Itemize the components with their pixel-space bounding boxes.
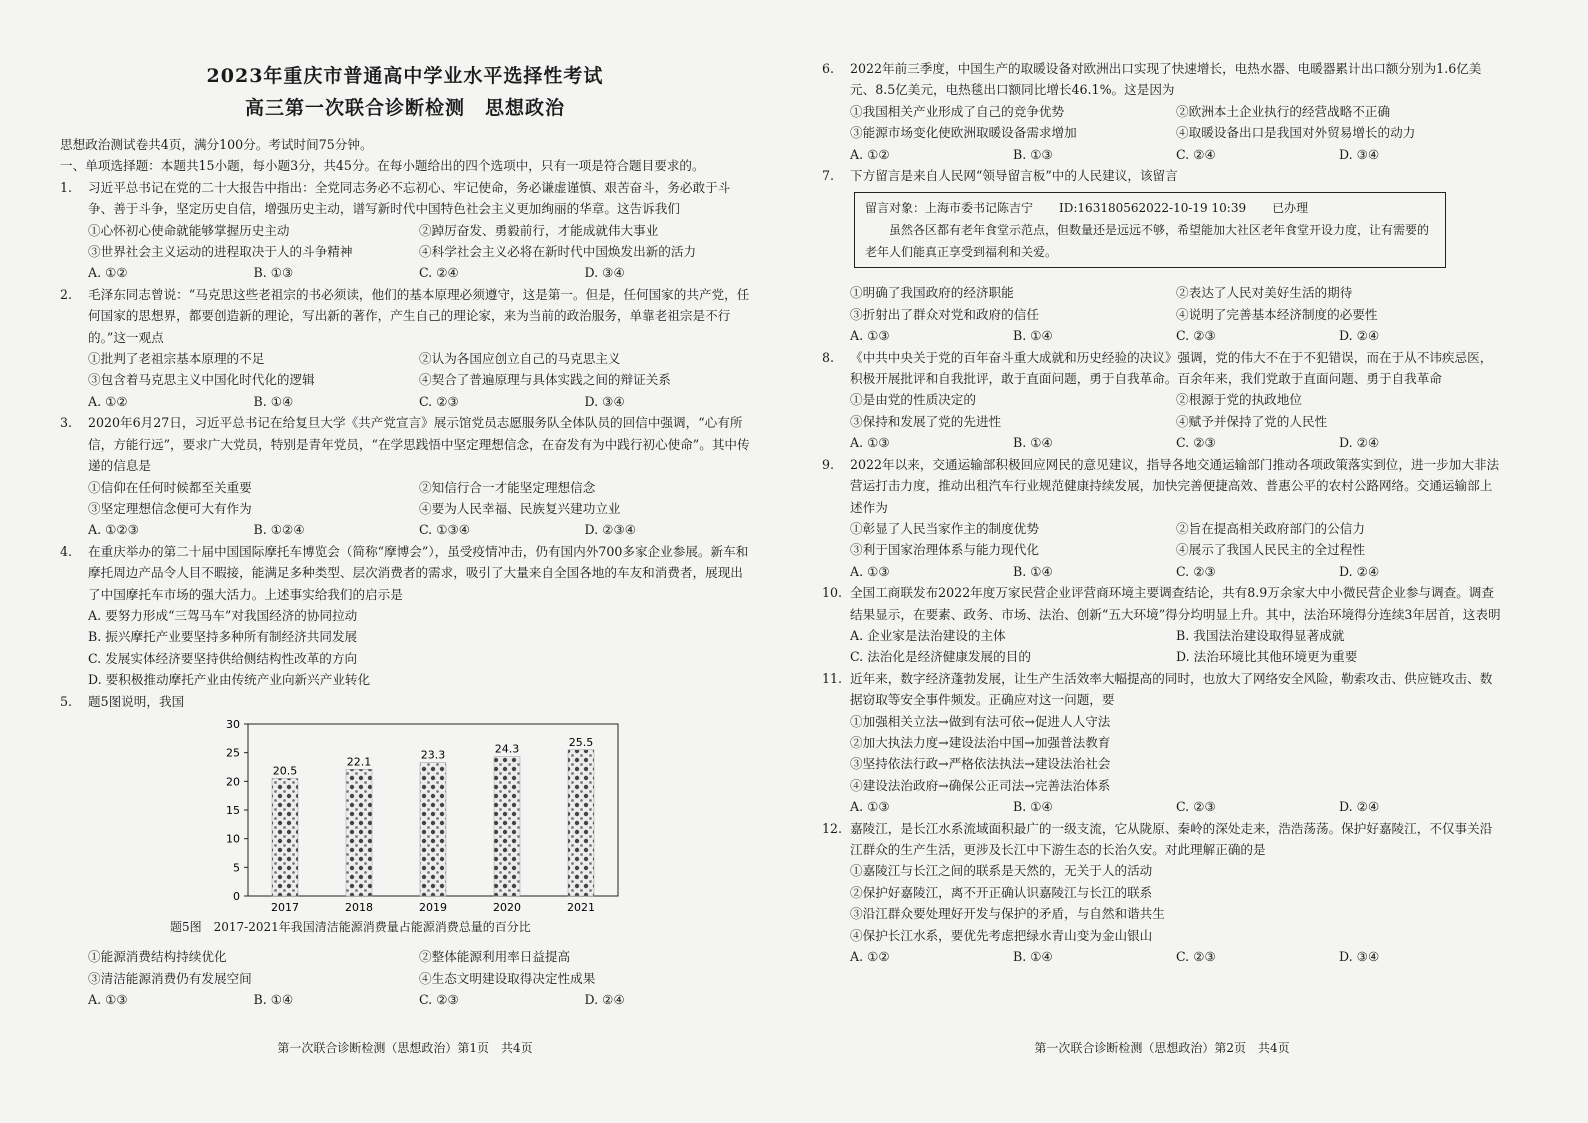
question-stem: 毛泽东同志曾说：“马克思这些老祖宗的书必须读，他们的基本原理必须遵守，这是第一。但是，任何国家的共产党，任何国家的思想界，都要创造新的理论，写出新的著作，产生自己的理论家，来为当前的政治服务，单靠老祖宗是不行的。”这一观点: [88, 286, 750, 345]
choice-a: A. ①③: [850, 328, 890, 344]
section-heading: 一、单项选择题：本题共15小题，每小题3分，共45分。在每小题给出的四个选项中，只有一项是符合题目要求的。: [60, 158, 705, 174]
bar-2018: [346, 769, 372, 896]
question-number: 7.: [822, 168, 835, 184]
statement-3: ③世界社会主义运动的进程取决于人的斗争精神: [88, 244, 353, 260]
data-label-2020: 24.3: [494, 742, 520, 756]
statement-4: ④取暖设备出口是我国对外贸易增长的动力: [1176, 125, 1416, 141]
x-tick-label: 2017: [271, 900, 299, 914]
choice-c: C. ②③: [1176, 435, 1216, 451]
question-7: [822, 165, 1502, 347]
choice-c: C. ②③: [1176, 799, 1216, 815]
statement-1: ①批判了老祖宗基本原理的不足: [88, 351, 265, 367]
question-9: [822, 454, 1502, 582]
statement-2: ②整体能源利用率日益提高: [419, 949, 571, 965]
statement-3: ③利于国家治理体系与能力现代化: [850, 542, 1039, 558]
choice-a: A. ①②: [850, 949, 890, 965]
choice-c: C. ②④: [419, 265, 459, 281]
question-5: [60, 691, 750, 1011]
x-tick-label: 2019: [419, 900, 447, 914]
statement-4: ④保护长江水系，要优先考虑把绿水青山变为金山银山: [850, 927, 1153, 943]
choice-a: A. ①③: [850, 435, 890, 451]
y-tick-label: 25: [226, 746, 240, 760]
question-number: 8.: [822, 349, 835, 365]
choice-c: C. ②④: [1176, 146, 1216, 162]
bar-2019: [420, 762, 446, 896]
statement-4: ④要为人民幸福、民族复兴建功立业: [419, 500, 621, 516]
choice-c: C. 发展实体经济要坚持供给侧结构性改革的方向: [88, 650, 358, 666]
question-number: 5.: [60, 693, 73, 709]
choice-b: B. ①④: [1013, 328, 1053, 344]
statement-3: ③沿江群众要处理好开发与保护的矛盾，与自然和谐共生: [850, 906, 1165, 922]
statement-1: ①彰显了人民当家作主的制度优势: [850, 520, 1039, 536]
choice-d: D. 法治环境比其他环境更为重要: [1176, 649, 1358, 665]
statement-2: ②踔厉奋发、勇毅前行，才能成就伟大事业: [419, 222, 659, 238]
choice-d: D. ③④: [1339, 949, 1380, 965]
y-tick-label: 10: [226, 832, 240, 846]
choice-d: D. ③④: [1339, 146, 1380, 162]
statement-2: ②根源于党的执政地位: [1176, 392, 1302, 408]
choice-c: C. ②③: [1176, 563, 1216, 579]
chart-caption: 题5图 2017-2021年我国清洁能源消费量占能源消费总量的百分比: [170, 919, 531, 934]
data-label-2018: 22.1: [346, 755, 372, 769]
choice-d: D. ②④: [1339, 328, 1380, 344]
question-number: 11.: [822, 670, 843, 686]
choice-c: C. ②③: [419, 992, 459, 1008]
choice-c: C. ②③: [1176, 328, 1216, 344]
statement-3: ③能源市场变化使欧洲取暖设备需求增加: [850, 125, 1077, 141]
y-tick-label: 15: [226, 803, 240, 817]
question-stem: 题5图说明，我国: [88, 693, 185, 709]
notice-status: 已办理: [1272, 201, 1309, 216]
exam-title: 2023年重庆市普通高中学业水平选择性考试: [206, 65, 604, 87]
data-label-2021: 25.5: [568, 735, 594, 749]
x-tick-label: 2020: [493, 900, 521, 914]
bar-chart: [88, 712, 750, 917]
statement-3: ③包含着马克思主义中国化时代化的逻辑: [88, 372, 315, 388]
statement-1: ①能源消费结构持续优化: [88, 949, 227, 965]
choice-b: B. 振兴摩托产业要坚持多种所有制经济共同发展: [88, 629, 358, 645]
statement-2: ②表达了人民对美好生活的期待: [1176, 285, 1353, 301]
question-stem: 2022年以来，交通运输部积极回应网民的意见建议，指导各地交通运输部门推动各项政策落实到位，进一步加大非法营运打击力度，推动出租汽车行业规范健康持续发展，加快完善便捷高效、普惠公平的农村公路网络。交通运输部上述作为: [850, 456, 1500, 515]
notice-recipient: 留言对象：上海市委书记陈吉宁: [865, 201, 1034, 216]
bar-chart-svg: [88, 712, 688, 917]
statement-3: ③保持和发展了党的先进性: [850, 413, 1002, 429]
question-6: [822, 58, 1502, 165]
statement-1: ①明确了我国政府的经济职能: [850, 285, 1014, 301]
question-number: 1.: [60, 179, 73, 195]
choice-c: C. ②③: [419, 393, 459, 409]
question-number: 3.: [60, 415, 73, 431]
statement-3: ③坚持依法行政→严格依法执法→建设法治社会: [850, 756, 1111, 772]
choice-a: A. ①②③: [88, 522, 139, 538]
question-number: 9.: [822, 456, 835, 472]
question-number: 12.: [822, 820, 843, 836]
y-tick-label: 0: [233, 889, 240, 903]
question-4: [60, 541, 750, 691]
statement-1: ①心怀初心使命就能够掌握历史主动: [88, 222, 290, 238]
exam-info: 思想政治测试卷共4页，满分100分。考试时间75分钟。: [60, 137, 373, 152]
statement-1: ①嘉陵江与长江之间的联系是天然的，无关于人的活动: [850, 863, 1153, 879]
bar-2021: [568, 750, 594, 896]
choice-a: A. ①③: [850, 563, 890, 579]
question-number: 6.: [822, 61, 835, 76]
statement-2: ②认为各国应创立自己的马克思主义: [419, 351, 621, 367]
choice-b: B. ①④: [1013, 949, 1053, 965]
statement-4: ④生态文明建设取得决定性成果: [419, 970, 596, 986]
question-8: [822, 347, 1502, 454]
choice-d: D. ②④: [1339, 799, 1380, 815]
question-stem: 嘉陵江，是长江水系流域面积最广的一级支流，它从陇原、秦岭的深处走来，浩浩荡荡。保护好嘉陵江，不仅事关沿江群众的生产生活，更涉及长江中下游生态的长治久安。对此理解正确的是: [850, 820, 1493, 857]
choice-b: B. 我国法治建设取得显著成就: [1176, 627, 1345, 643]
statement-4: ④建设法治政府→确保公正司法→完善法治体系: [850, 777, 1111, 793]
left-page: [60, 0, 750, 1123]
choice-b: B. ①③: [253, 265, 294, 281]
choice-b: B. ①④: [253, 992, 294, 1008]
statement-1: ①信仰在任何时候都至关重要: [88, 479, 252, 495]
data-label-2017: 20.5: [272, 764, 298, 778]
choice-b: B. ①④: [253, 393, 294, 409]
statement-2: ②旨在提高相关政府部门的公信力: [1176, 520, 1365, 536]
question-2: [60, 284, 750, 412]
choice-a: A. 企业家是法治建设的主体: [850, 627, 1006, 643]
data-label-2019: 23.3: [420, 748, 446, 762]
question-number: 2.: [60, 286, 73, 302]
y-tick-label: 20: [226, 775, 240, 789]
question-12: [822, 818, 1502, 968]
statement-3: ③清洁能源消费仍有发展空间: [88, 970, 252, 986]
choice-a: A. ①③: [88, 992, 128, 1008]
question-11: [822, 668, 1502, 818]
statement-4: ④展示了我国人民民主的全过程性: [1176, 542, 1365, 558]
statement-1: ①加强相关立法→做到有法可依→促进人人守法: [850, 713, 1111, 729]
question-number: 4.: [60, 543, 73, 559]
question-10: [822, 582, 1502, 668]
choice-d: D. 要积极推动摩托产业由传统产业向新兴产业转化: [88, 672, 371, 688]
question-stem: 2022年前三季度，中国生产的取暖设备对欧洲出口实现了快速增长，电热水器、电暖器累计出口额分别为1.6亿美元、8.5亿美元，电热毯出口额同比增长46.1%。这是因为: [850, 61, 1482, 98]
statement-1: ①我国相关产业形成了自己的竞争优势: [850, 103, 1065, 119]
statement-4: ④契合了普遍原理与具体实践之间的辩证关系: [419, 372, 671, 388]
exam-subtitle: 高三第一次联合诊断检测 思想政治: [244, 97, 565, 119]
statement-3: ③坚定理想信念便可大有作为: [88, 500, 252, 516]
notice-body: 虽然各区都有老年食堂示范点，但数量还是远远不够，希望能加大社区老年食堂开设力度，让有需要的老年人们能真正享受到福利和关爱。: [865, 223, 1430, 260]
statement-4: ④赋予并保持了党的人民性: [1176, 413, 1328, 429]
choice-b: B. ①④: [1013, 435, 1053, 451]
choice-c: C. ②③: [1176, 949, 1216, 965]
statement-2: ②保护好嘉陵江，离不开正确认识嘉陵江与长江的联系: [850, 884, 1153, 900]
bar-2017: [272, 778, 298, 896]
message-board-notice: [854, 192, 1446, 268]
question-stem: 在重庆举办的第二十届中国国际摩托车博览会（简称“摩博会”），虽受疫情冲击，仍有国内外700多家企业参展。新车和摩托周边产品令人目不暇接，能满足多种类型、层次消费者的需求，吸引了大量来自全国各地的车友和消费者，展现出了中国摩托车市场的强大活力。上述事实给我们的启示是: [88, 543, 749, 602]
choice-b: B. ①④: [1013, 563, 1053, 579]
choice-a: A. ①②: [88, 393, 128, 409]
question-stem: 《中共中央关于党的百年奋斗重大成就和历史经验的决议》强调，党的伟大不在于不犯错误，而在于从不讳疾忌医，积极开展批评和自我批评，敢于直面问题，勇于自我革命。百余年来，我们党敢于直面问题、勇于自我革命: [850, 349, 1493, 387]
x-tick-label: 2021: [567, 900, 595, 914]
statement-1: ①是由党的性质决定的: [850, 392, 976, 408]
right-page: [822, 0, 1502, 1123]
question-stem: 全国工商联发布2022年度万家民营企业评营商环境主要调查结论，共有8.9万余家大中小微民营企业参与调查。调查结果显示，在要素、政务、市场、法治、创新“五大环境”得分均明显上升。其中，法治环境得分连续3年居首，这表明: [850, 585, 1501, 622]
question-stem: 习近平总书记在党的二十大报告中指出：全党同志务必不忘初心、牢记使命，务必谦虚谨慎、艰苦奋斗，务必敢于斗争、善于斗争，坚定历史自信，增强历史主动，谱写新时代中国特色社会主义更加绚丽的华章。这告诉我们: [88, 179, 731, 217]
choice-c: C. ①③④: [419, 522, 471, 538]
statement-4: ④科学社会主义必将在新时代中国焕发出新的活力: [419, 244, 697, 260]
question-number: 10.: [822, 585, 843, 601]
choice-d: D. ②④: [1339, 563, 1380, 579]
choice-d: D. ②④: [1339, 435, 1380, 451]
choice-d: D. ②③④: [584, 522, 637, 538]
choice-a: A. 要努力形成“三驾马车”对我国经济的协同拉动: [88, 607, 358, 623]
statement-3: ③折射出了群众对党和政府的信任: [850, 306, 1039, 322]
choice-a: A. ①②: [88, 265, 128, 281]
statement-2: ②加大执法力度→建设法治中国→加强普法教育: [850, 734, 1111, 750]
y-tick-label: 30: [226, 717, 240, 731]
x-tick-label: 2018: [345, 900, 373, 914]
choice-b: B. ①④: [1013, 799, 1053, 815]
statement-2: ②知信行合一才能坚定理想信念: [419, 479, 596, 495]
question-3: [60, 412, 750, 540]
question-stem: 近年来，数字经济蓬勃发展，让生产生活效率大幅提高的同时，也放大了网络安全风险，勒索攻击、供应链攻击、数据窃取等安全事件频发。正确应对这一问题，要: [850, 670, 1493, 708]
page-footer: 第一次联合诊断检测（思想政治）第2页 共4页: [1034, 1041, 1290, 1055]
y-tick-label: 5: [233, 861, 240, 875]
question-stem: 下方留言是来自人民网“领导留言板”中的人民建议，该留言: [850, 168, 1178, 184]
notice-id: ID:163180562022-10-19 10:39: [1059, 201, 1247, 216]
statement-4: ④说明了完善基本经济制度的必要性: [1176, 306, 1378, 322]
choice-d: D. ③④: [584, 265, 625, 281]
choice-d: D. ③④: [584, 393, 625, 409]
choice-d: D. ②④: [584, 992, 625, 1008]
choice-a: A. ①②: [850, 146, 890, 162]
choice-c: C. 法治化是经济健康发展的目的: [850, 649, 1031, 665]
question-1: [60, 177, 750, 284]
bar-2020: [494, 757, 520, 896]
choice-a: A. ①③: [850, 799, 890, 815]
question-stem: 2020年6月27日，习近平总书记在给复旦大学《共产党宣言》展示馆党员志愿服务队全体队员的回信中强调，“心有所信，方能行远”，要求广大党员，特别是青年党员，“在学思践悟中坚定理想信念，在奋发有为中践行初心使命”。其中传递的信息是: [88, 415, 750, 474]
choice-b: B. ①③: [1013, 146, 1053, 162]
choice-b: B. ①②④: [253, 522, 305, 538]
page-footer: 第一次联合诊断检测（思想政治）第1页 共4页: [277, 1041, 533, 1055]
statement-2: ②欧洲本土企业执行的经营战略不正确: [1176, 103, 1391, 119]
